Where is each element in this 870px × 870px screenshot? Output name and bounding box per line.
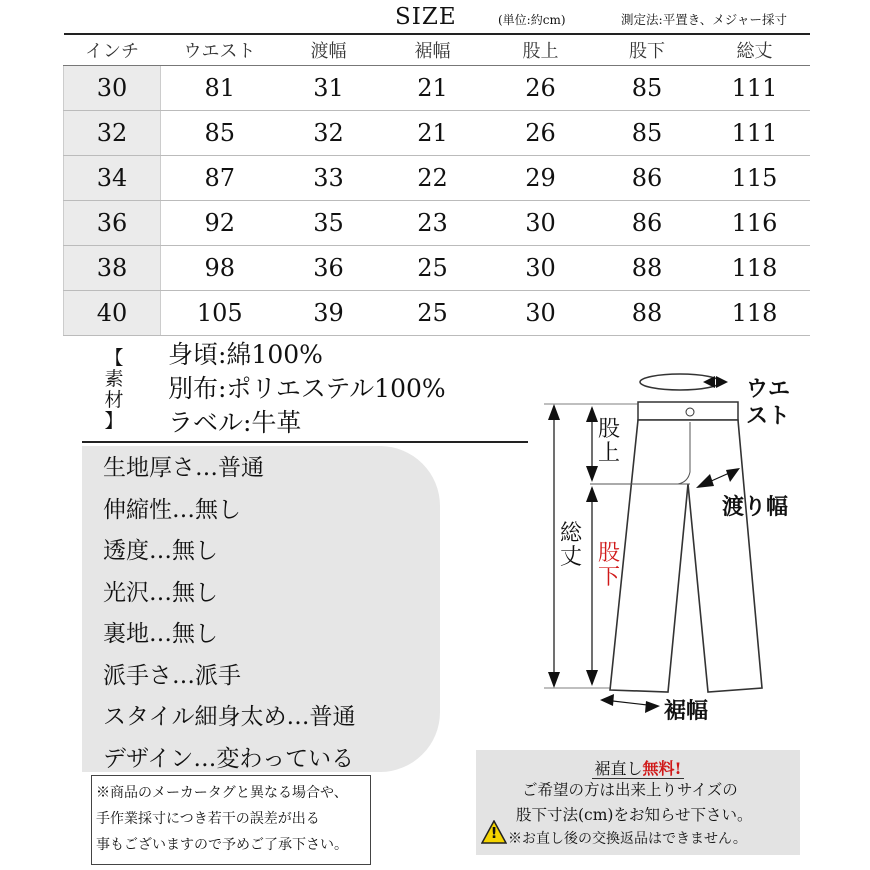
hem-note-line: 股下寸法(cm)をお知らせ下さい。 [516, 806, 753, 824]
table-cell: 88 [595, 291, 700, 336]
table-cell: 32 [279, 111, 379, 156]
table-row [64, 66, 810, 111]
total-length-label-char: 丈 [559, 545, 582, 570]
table-row [64, 246, 810, 291]
measure-method-note: 測定法:平置き、メジャー採寸 [621, 12, 787, 27]
material-label-char: 材 [104, 389, 124, 411]
table-cell: 111 [700, 111, 810, 156]
table-cell: 81 [161, 66, 279, 111]
disclaimer-line: 事もございますので予めご了承下さい。 [96, 837, 348, 853]
table-cell: 98 [161, 246, 279, 291]
column-header: 総丈 [700, 34, 810, 66]
material-label-char: 】 [104, 410, 124, 432]
property-item: 派手さ…派手 [103, 662, 241, 689]
table-cell: 31 [279, 66, 379, 111]
table-cell: 35 [279, 201, 379, 246]
table-cell: 21 [379, 66, 487, 111]
inseam-label-char: 股 [597, 541, 620, 566]
column-header: 股下 [595, 34, 700, 66]
table-cell: 85 [595, 111, 700, 156]
material-label-char: 【 [104, 347, 124, 369]
waist-label [746, 372, 790, 430]
disclaimer-box [91, 775, 371, 865]
hem-note-title [476, 756, 800, 779]
hem-label: 裾幅 [664, 699, 709, 724]
fabric-properties [103, 448, 356, 780]
total-length-label-char: 総 [559, 521, 582, 546]
column-header: 渡幅 [279, 34, 379, 66]
table-cell: 25 [379, 246, 487, 291]
material-label [103, 348, 125, 432]
table-cell: 23 [379, 201, 487, 246]
inseam-label [597, 542, 621, 590]
table-cell: 118 [700, 291, 810, 336]
table-cell: 38 [64, 246, 161, 291]
column-header: インチ [64, 34, 161, 66]
table-cell: 36 [279, 246, 379, 291]
table-cell: 40 [64, 291, 161, 336]
table-cell: 32 [64, 111, 161, 156]
property-item: 透度…無し [103, 538, 218, 564]
table-cell: 115 [700, 156, 810, 201]
table-row [64, 111, 810, 156]
rise-label-char: 股 [597, 417, 620, 442]
rise-label-char: 上 [597, 441, 620, 466]
hem-note-warning: ※お直し後の交換返品はできません。 [508, 831, 747, 847]
table-cell: 30 [487, 246, 595, 291]
table-cell: 26 [487, 66, 595, 111]
table-cell: 85 [161, 111, 279, 156]
table-cell: 33 [279, 156, 379, 201]
waistband [638, 402, 738, 420]
unit-note: (単位:約cm) [498, 13, 566, 27]
table-header-row [64, 34, 810, 66]
material-label-char: 素 [104, 368, 124, 390]
section-divider [82, 441, 528, 443]
table-cell: 22 [379, 156, 487, 201]
table-cell: 116 [700, 201, 810, 246]
table-cell: 118 [700, 246, 810, 291]
property-item: 伸縮性…無し [103, 496, 241, 523]
table-row [64, 156, 810, 201]
column-header: 裾幅 [379, 34, 487, 66]
size-table [63, 33, 810, 336]
table-row [64, 201, 810, 246]
total-length-label [559, 522, 583, 570]
material-line: 身頃:綿100% [168, 340, 323, 369]
hem-alteration-note [476, 750, 800, 855]
material-line: ラベル:牛革 [168, 408, 302, 437]
pants-illustration [540, 360, 860, 750]
rise-label [597, 418, 621, 466]
column-header: 股上 [487, 34, 595, 66]
pants-diagram [540, 360, 860, 750]
table-cell: 34 [64, 156, 161, 201]
table-cell: 36 [64, 201, 161, 246]
disclaimer-line: ※商品のメーカータグと異なる場合や、 [96, 785, 348, 801]
warning-icon-glyph: ! [490, 824, 498, 842]
property-item: 裏地…無し [103, 621, 218, 647]
table-cell: 105 [161, 291, 279, 336]
table-cell: 85 [595, 66, 700, 111]
table-cell: 86 [595, 156, 700, 201]
table-cell: 87 [161, 156, 279, 201]
table-cell: 39 [279, 291, 379, 336]
property-item: デザイン…変わっている [103, 745, 355, 772]
material-list [168, 338, 446, 440]
table-cell: 30 [487, 291, 595, 336]
table-cell: 30 [487, 201, 595, 246]
inseam-label-char: 下 [597, 565, 620, 590]
table-cell: 111 [700, 66, 810, 111]
free-badge: 無料! [642, 759, 682, 778]
table-cell: 30 [64, 66, 161, 111]
table-cell: 21 [379, 111, 487, 156]
property-item: 光沢…無し [103, 579, 218, 606]
pants-outline [610, 420, 762, 692]
table-cell: 86 [595, 201, 700, 246]
property-item: スタイル細身太め…普通 [103, 704, 356, 730]
table-row [64, 291, 810, 336]
table-cell: 25 [379, 291, 487, 336]
disclaimer-line: 手作業採寸につき若干の誤差が出る [96, 811, 320, 827]
thigh-label: 渡り幅 [722, 495, 789, 520]
column-header: ウエスト [161, 34, 279, 66]
table-cell: 29 [487, 156, 595, 201]
table-cell: 92 [161, 201, 279, 246]
waist-label-line: ウエ [746, 377, 791, 402]
table-cell: 26 [487, 111, 595, 156]
hem-note-line: ご希望の方は出来上りサイズの [522, 781, 738, 799]
size-title: SIZE [395, 4, 457, 30]
table-cell: 88 [595, 246, 700, 291]
hem-note-title-text: 裾直し [594, 759, 643, 778]
waist-label-line: スト [746, 404, 791, 429]
property-item: 生地厚さ…普通 [103, 455, 264, 481]
material-line: 別布:ポリエステル100% [168, 374, 446, 403]
